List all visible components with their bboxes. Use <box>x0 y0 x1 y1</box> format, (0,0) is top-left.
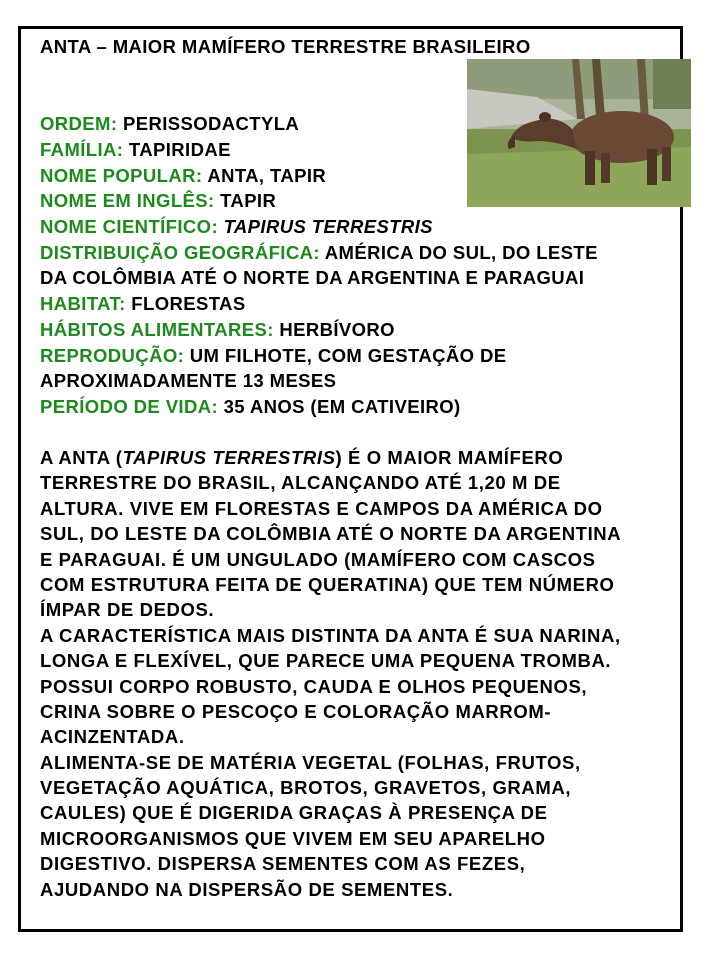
description-line: E PARAGUAI. É UM UNGULADO (MAMÍFERO COM CASCOS <box>40 548 596 570</box>
description-line: A CARACTERÍSTICA MAIS DISTINTA DA ANTA É SUA NARINA, <box>40 624 621 646</box>
description-line: A ANTA (TAPIRUS TERRESTRIS) É O MAIOR MAMÍFERO <box>40 447 564 468</box>
description-line: ACINZENTADA. <box>40 726 185 748</box>
description-line: DIGESTIVO. DISPERSA SEMENTES COM AS FEZES, <box>40 853 526 875</box>
fact-familia: FAMÍLIA: TAPIRIDAE <box>40 139 231 160</box>
fact-reproducao-cont: APROXIMADAMENTE 13 MESES <box>40 370 337 391</box>
description <box>40 445 680 902</box>
description-line: POSSUI CORPO ROBUSTO, CAUDA E OLHOS PEQUENOS, <box>40 675 588 697</box>
description-line: AJUDANDO NA DISPERSÃO DE SEMENTES. <box>40 878 454 900</box>
description-line: LONGA E FLEXÍVEL, QUE PARECE UMA PEQUENA TROMBA. <box>40 650 612 672</box>
description-line: ÍMPAR DE DEDOS. <box>40 599 215 621</box>
description-line: ALTURA. VIVE EM FLORESTAS E CAMPOS DA AMÉRICA DO <box>40 497 603 519</box>
fact-nome-popular: NOME POPULAR: ANTA, TAPIR <box>40 165 327 186</box>
fact-reproducao: REPRODUÇÃO: UM FILHOTE, COM GESTAÇÃO DE <box>40 345 507 366</box>
description-line: VEGETAÇÃO AQUÁTICA, BROTOS, GRAVETOS, GRAMA, <box>40 777 572 799</box>
fact-distribuicao-cont: DA COLÔMBIA ATÉ O NORTE DA ARGENTINA E PARAGUAI <box>40 267 585 288</box>
fact-habitat: HABITAT: FLORESTAS <box>40 293 246 314</box>
fact-periodo-vida: PERÍODO DE VIDA: 35 ANOS (EM CATIVEIRO) <box>40 396 461 417</box>
description-line: CAULES) QUE É DIGERIDA GRAÇAS À PRESENÇA DE <box>40 802 548 824</box>
fact-habitos: HÁBITOS ALIMENTARES: HERBÍVORO <box>40 319 395 340</box>
fact-nome-cientifico: NOME CIENTÍFICO: TAPIRUS TERRESTRIS <box>40 216 433 237</box>
fact-card <box>18 26 683 932</box>
fact-nome-ingles: NOME EM INGLÊS: TAPIR <box>40 190 277 211</box>
description-line: ALIMENTA-SE DE MATÉRIA VEGETAL (FOLHAS, FRUTOS, <box>40 751 581 773</box>
fact-distribuicao: DISTRIBUIÇÃO GEOGRÁFICA: AMÉRICA DO SUL, DO LESTE <box>40 242 598 263</box>
description-line: CRINA SOBRE O PESCOÇO E COLORAÇÃO MARROM- <box>40 700 552 722</box>
fact-ordem: ORDEM: PERISSODACTYLA <box>40 113 300 134</box>
tapir-photo <box>467 59 691 207</box>
description-line: SUL, DO LESTE DA COLÔMBIA ATÉ O NORTE DA ARGENTINA <box>40 523 622 545</box>
description-line: MICROORGANISMOS QUE VIVEM EM SEU APARELHO <box>40 827 546 849</box>
page-title: ANTA – MAIOR MAMÍFERO TERRESTRE BRASILEIRO <box>40 36 531 57</box>
description-line: TERRESTRE DO BRASIL, ALCANÇANDO ATÉ 1,20 M DE <box>40 472 561 494</box>
tapir-image <box>467 59 691 207</box>
description-line: COM ESTRUTURA FEITA DE QUERATINA) QUE TEM NÚMERO <box>40 573 615 595</box>
